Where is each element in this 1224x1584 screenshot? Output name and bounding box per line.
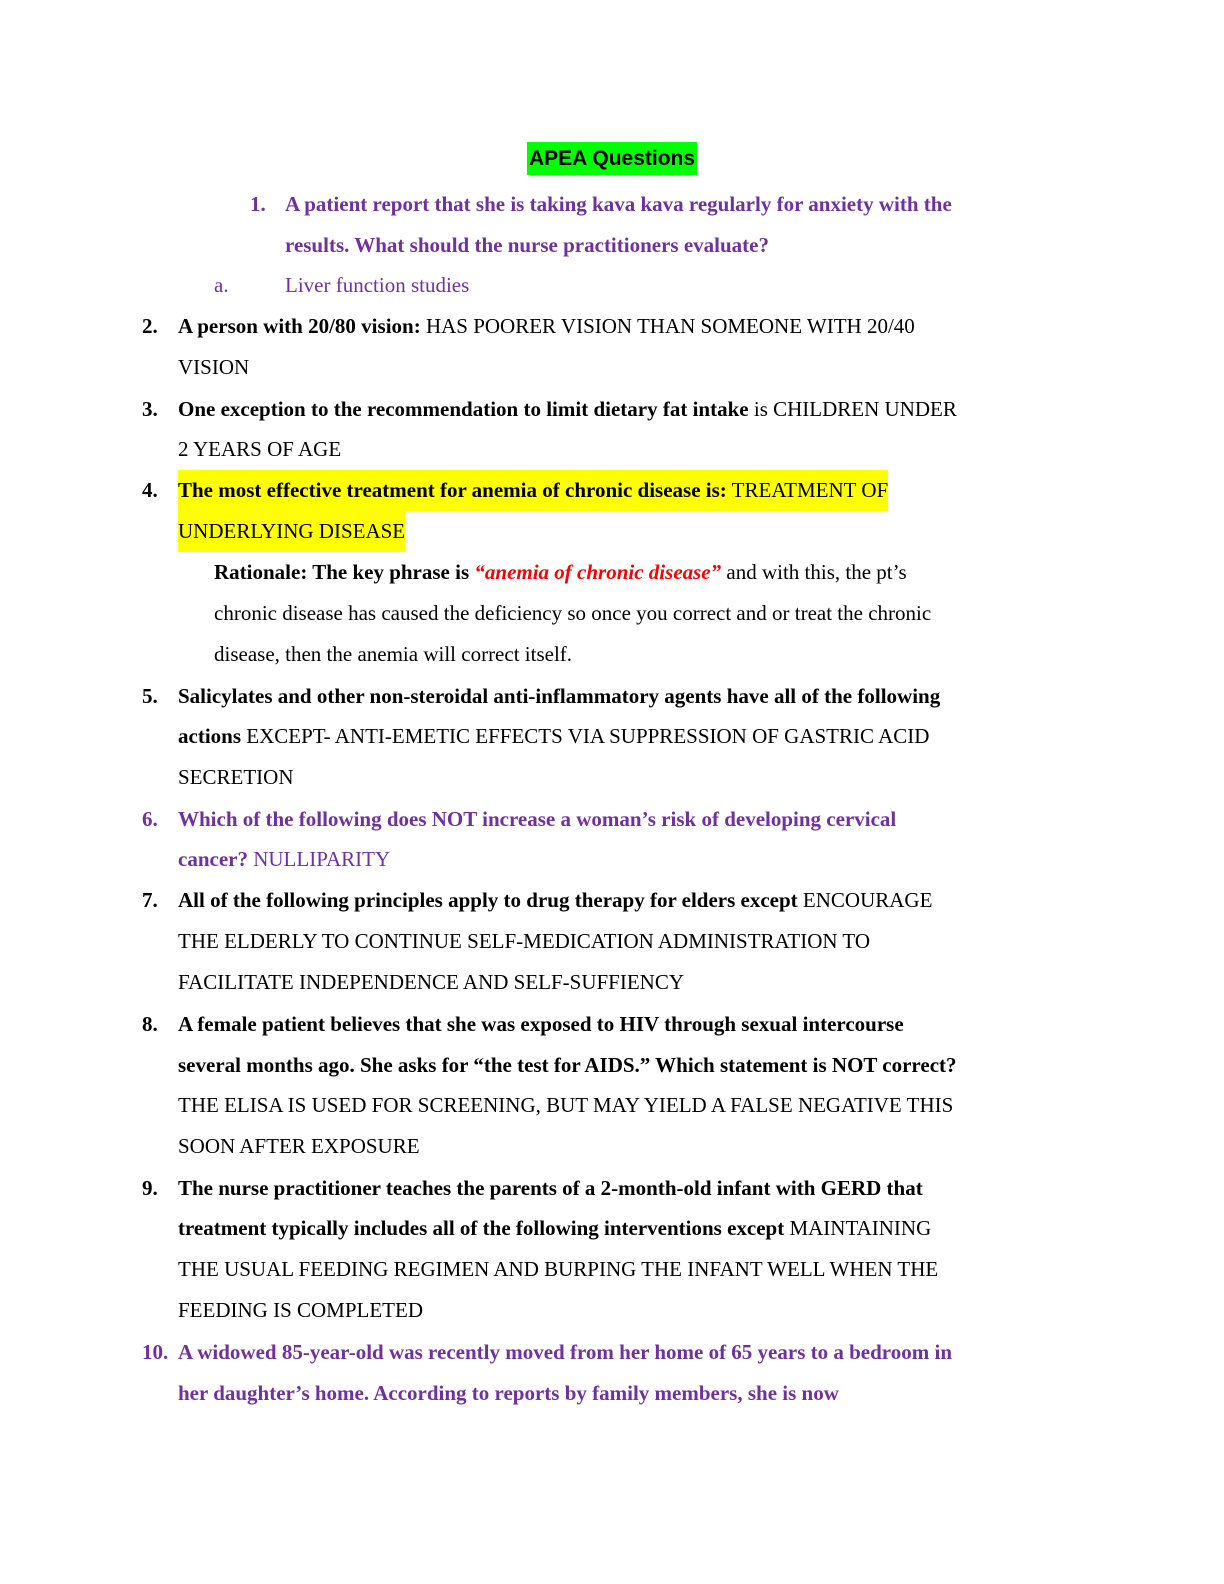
answer-text: is CHILDREN UNDER: [748, 397, 957, 421]
question-line-highlighted: [178, 470, 888, 511]
question-text: A widowed 85-year-old was recently moved from her home of 65 years to a bedroom in: [178, 1340, 952, 1364]
rationale-label: Rationale: The key phrase is: [214, 560, 475, 584]
answer-letter: a.: [214, 273, 229, 297]
answer-text: ENCOURAGE: [797, 888, 933, 912]
rationale-text: disease, then the anemia will correct itself.: [214, 642, 573, 666]
question-text: The nurse practitioner teaches the parents of a 2-month-old infant with GERD that: [178, 1176, 923, 1200]
answer-text: SECRETION: [178, 765, 294, 789]
question-line: [178, 389, 957, 430]
question-text: The most effective treatment for anemia of chronic disease is:: [178, 478, 727, 502]
question-text: A female patient believes that she was exposed to HIV through sexual intercourse: [178, 1012, 904, 1036]
rationale-text: and with this, the pt’s: [721, 560, 907, 584]
question-number: 3.: [142, 397, 158, 421]
page-title: APEA Questions: [527, 142, 697, 175]
question-text: actions: [178, 724, 241, 748]
question-number: 9.: [142, 1176, 158, 1200]
question-number: 1.: [250, 192, 266, 216]
question-number: 10.: [142, 1340, 169, 1364]
question-text: several months ago. She asks for “the test for AIDS.” Which statement is NOT correct?: [178, 1053, 957, 1077]
answer-text: THE ELDERLY TO CONTINUE SELF-MEDICATION ADMINISTRATION TO: [178, 929, 871, 953]
question-text: A person with 20/80 vision:: [178, 314, 421, 338]
question-text: One exception to the recommendation to limit dietary fat intake: [178, 397, 749, 421]
answer-text: FEEDING IS COMPLETED: [178, 1298, 423, 1322]
answer-text: NULLIPARITY: [247, 847, 391, 871]
question-line: [178, 1208, 931, 1249]
answer-text: TREATMENT OF: [726, 478, 889, 502]
answer-text: Liver function studies: [285, 273, 470, 297]
question-text-line: results. What should the nurse practitioners evaluate?: [285, 233, 769, 257]
answer-text: HAS POORER VISION THAN SOMEONE WITH 20/40: [420, 314, 915, 338]
question-number: 8.: [142, 1012, 158, 1036]
rationale-key-phrase: “anemia of chronic disease”: [474, 560, 722, 584]
answer-text: 2 YEARS OF AGE: [178, 437, 342, 461]
question-line: [178, 880, 932, 921]
answer-text: THE USUAL FEEDING REGIMEN AND BURPING THE INFANT WELL WHEN THE: [178, 1257, 939, 1281]
question-number: 4.: [142, 478, 158, 502]
answer-text-highlighted: UNDERLYING DISEASE: [178, 511, 405, 552]
answer-text: SOON AFTER EXPOSURE: [178, 1134, 420, 1158]
question-line: [178, 716, 929, 757]
question-number: 7.: [142, 888, 158, 912]
question-text: treatment typically includes all of the following interventions except: [178, 1216, 785, 1240]
question-number: 2.: [142, 314, 158, 338]
rationale-line: [214, 552, 907, 593]
answer-text: FACILITATE INDEPENDENCE AND SELF-SUFFIENCY: [178, 970, 685, 994]
answer-text: THE ELISA IS USED FOR SCREENING, BUT MAY YIELD A FALSE NEGATIVE THIS: [178, 1093, 954, 1117]
question-line: [178, 839, 390, 880]
rationale-text: chronic disease has caused the deficiency so once you correct and or treat the chronic: [214, 601, 932, 625]
answer-text: MAINTAINING: [784, 1216, 932, 1240]
question-text: cancer?: [178, 847, 248, 871]
question-text-line: A patient report that she is taking kava kava regularly for anxiety with the: [285, 192, 952, 216]
question-text: Which of the following does NOT increase a woman’s risk of developing cervical: [178, 807, 897, 831]
question-number: 6.: [142, 807, 158, 831]
answer-text: EXCEPT- ANTI-EMETIC EFFECTS VIA SUPPRESSION OF GASTRIC ACID: [241, 724, 930, 748]
question-number: 5.: [142, 684, 158, 708]
question-line: [178, 306, 915, 347]
title-wrap: [0, 142, 1224, 175]
question-text: Salicylates and other non-steroidal anti-inflammatory agents have all of the following: [178, 684, 941, 708]
question-text: All of the following principles apply to drug therapy for elders except: [178, 888, 798, 912]
question-text: her daughter’s home. According to reports by family members, she is now: [178, 1381, 839, 1405]
answer-text: VISION: [178, 355, 250, 379]
